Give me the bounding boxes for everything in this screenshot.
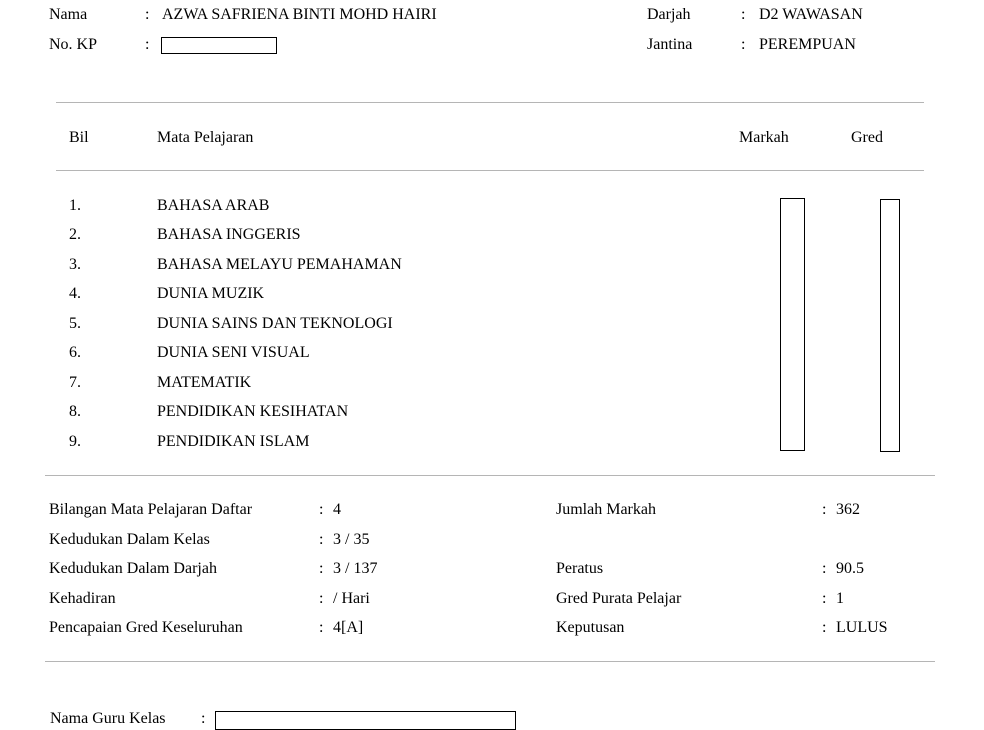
summary-attendance-label: Kehadiran — [49, 590, 116, 607]
summary-class-rank-label: Kedudukan Dalam Kelas — [49, 531, 210, 548]
summary-decision-label: Keputusan — [556, 619, 625, 636]
teacher-separator: : — [201, 710, 206, 727]
table-row — [0, 197, 984, 215]
summary-separator: : — [319, 501, 324, 518]
row-number: 5. — [69, 315, 81, 332]
summary-overall-grade-value: 4[A] — [333, 619, 364, 636]
row-number: 6. — [69, 344, 81, 361]
row-subject: BAHASA ARAB — [157, 197, 270, 214]
gender-label: Jantina — [647, 36, 693, 53]
summary-separator: : — [319, 619, 324, 636]
row-subject: BAHASA INGGERIS — [157, 226, 301, 243]
table-row — [0, 374, 984, 392]
table-row — [0, 256, 984, 274]
header-grade: Gred — [851, 129, 883, 146]
header-subject: Mata Pelajaran — [157, 129, 254, 146]
summary-separator: : — [822, 590, 827, 607]
summary-separator: : — [822, 501, 827, 518]
row-subject: BAHASA MELAYU PEMAHAMAN — [157, 256, 402, 273]
summary-total-marks-value: 362 — [836, 501, 860, 518]
summary-separator: : — [319, 531, 324, 548]
table-row — [0, 226, 984, 244]
table-row — [0, 403, 984, 421]
row-number: 4. — [69, 285, 81, 302]
row-number: 8. — [69, 403, 81, 420]
summary-percentage-value: 90.5 — [836, 560, 864, 577]
name-value: AZWA SAFRIENA BINTI MOHD HAIRI — [162, 6, 437, 23]
table-row — [0, 344, 984, 362]
name-separator: : — [145, 6, 150, 23]
row-number: 7. — [69, 374, 81, 391]
row-subject: PENDIDIKAN KESIHATAN — [157, 403, 349, 420]
kp-field[interactable] — [161, 37, 277, 54]
summary-overall-grade-label: Pencapaian Gred Keseluruhan — [49, 619, 243, 636]
row-number: 9. — [69, 433, 81, 450]
summary-separator: : — [319, 590, 324, 607]
row-subject: DUNIA SAINS DAN TEKNOLOGI — [157, 315, 393, 332]
row-number: 1. — [69, 197, 81, 214]
row-subject: DUNIA MUZIK — [157, 285, 265, 302]
table-row — [0, 315, 984, 333]
table-header-divider — [56, 170, 924, 171]
row-number: 3. — [69, 256, 81, 273]
table-top-divider — [56, 102, 924, 103]
row-number: 2. — [69, 226, 81, 243]
summary-grade-rank-label: Kedudukan Dalam Darjah — [49, 560, 217, 577]
summary-registered-label: Bilangan Mata Pelajaran Daftar — [49, 501, 253, 518]
row-subject: PENDIDIKAN ISLAM — [157, 433, 310, 450]
gender-value: PEREMPUAN — [759, 36, 856, 53]
teacher-label: Nama Guru Kelas — [50, 710, 166, 727]
header-bil: Bil — [69, 129, 89, 146]
summary-grade-rank-value: 3 / 137 — [333, 560, 378, 577]
summary-average-grade-label: Gred Purata Pelajar — [556, 590, 682, 607]
name-label: Nama — [49, 6, 88, 23]
table-row — [0, 433, 984, 451]
summary-average-grade-value: 1 — [836, 590, 844, 607]
row-subject: DUNIA SENI VISUAL — [157, 344, 310, 361]
table-row — [0, 285, 984, 303]
header-marks: Markah — [739, 129, 789, 146]
class-value: D2 WAWASAN — [759, 6, 863, 23]
gender-separator: : — [741, 36, 746, 53]
table-bottom-divider — [45, 475, 935, 476]
summary-total-marks-label: Jumlah Markah — [556, 501, 656, 518]
summary-percentage-label: Peratus — [556, 560, 604, 577]
summary-registered-value: 4 — [333, 501, 341, 518]
summary-decision-value: LULUS — [836, 619, 888, 636]
class-separator: : — [741, 6, 746, 23]
kp-label: No. KP — [49, 36, 98, 53]
marks-column-box — [780, 198, 805, 451]
summary-separator: : — [822, 619, 827, 636]
class-label: Darjah — [647, 6, 691, 23]
summary-bottom-divider — [45, 661, 935, 662]
summary-class-rank-value: 3 / 35 — [333, 531, 370, 548]
row-subject: MATEMATIK — [157, 374, 252, 391]
kp-separator: : — [145, 36, 150, 53]
summary-separator: : — [319, 560, 324, 577]
teacher-field[interactable] — [215, 711, 516, 730]
summary-separator: : — [822, 560, 827, 577]
grade-column-box — [880, 199, 900, 452]
summary-attendance-value: / Hari — [333, 590, 370, 607]
